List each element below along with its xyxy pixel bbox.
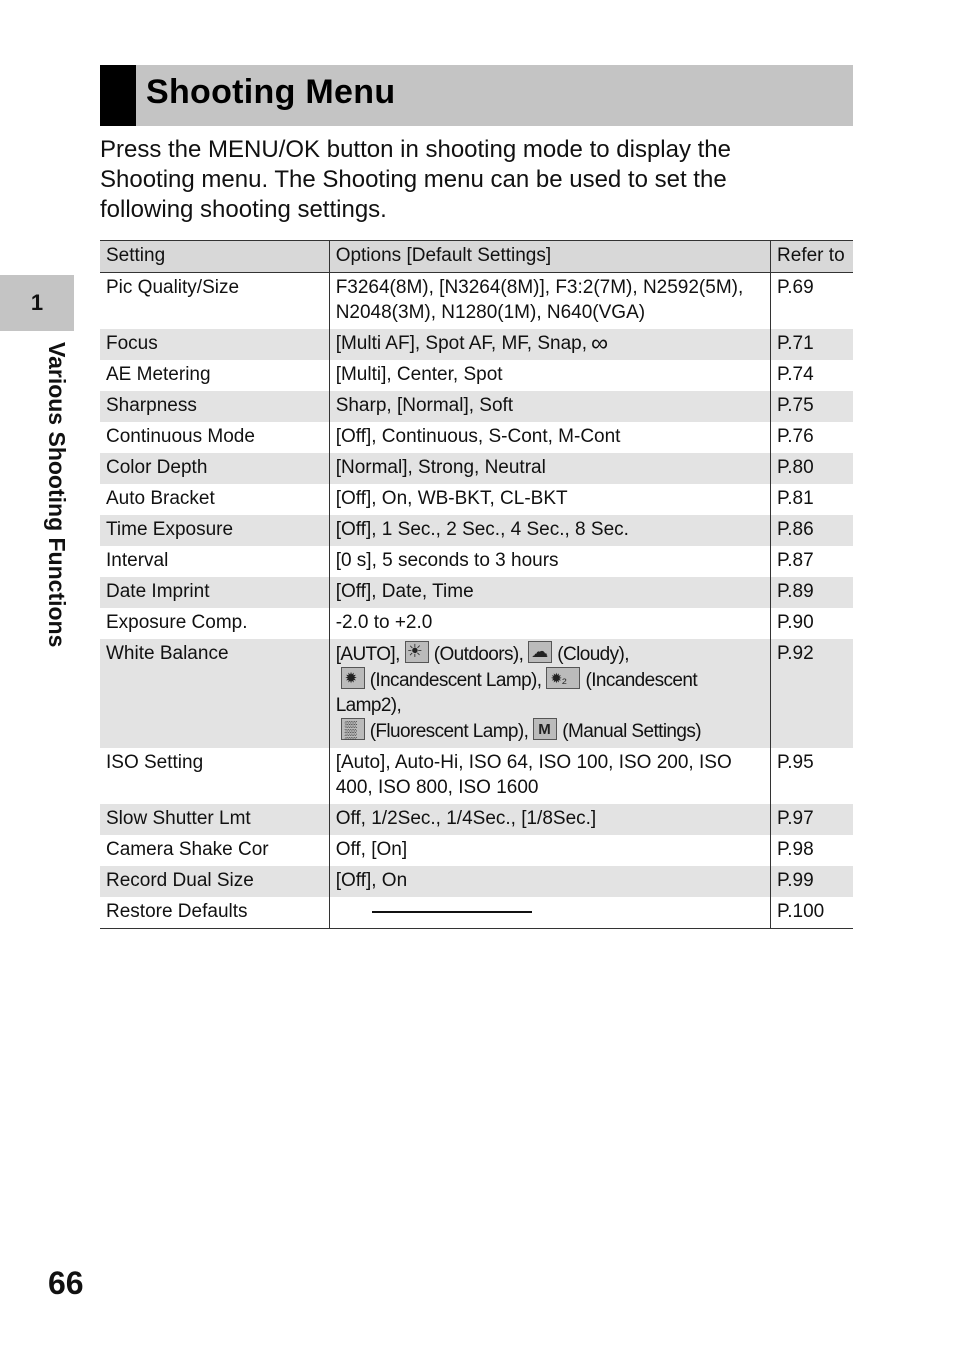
table-row: [100, 329, 853, 360]
ref-cell: P.99: [777, 870, 814, 891]
ref-cell: P.80: [777, 457, 814, 478]
ref-cell: P.86: [777, 519, 814, 540]
title-bar: [100, 65, 853, 126]
options-cell: [Multi], Center, Spot: [329, 360, 770, 391]
table-row: [100, 608, 853, 639]
incandescent2-icon: [546, 667, 580, 689]
ref-cell: P.81: [777, 488, 814, 509]
column-header-refer: Refer to: [777, 245, 845, 266]
options-cell: Off, [On]: [329, 835, 770, 866]
options-cell: [Off], Date, Time: [329, 577, 770, 608]
no-options-dash: [372, 911, 532, 913]
setting-cell: Interval: [100, 546, 329, 577]
infinity-icon: ∞: [591, 330, 609, 357]
table-row: [100, 273, 853, 330]
options-cell: [Normal], Strong, Neutral: [329, 453, 770, 484]
setting-cell: Focus: [100, 329, 329, 360]
ref-cell: P.100: [777, 901, 825, 922]
options-cell: [Off], Continuous, S-Cont, M-Cont: [329, 422, 770, 453]
table-row: [100, 546, 853, 577]
ref-cell: P.69: [777, 277, 814, 298]
setting-cell: Record Dual Size: [100, 866, 329, 897]
page-title: Shooting Menu: [146, 73, 396, 111]
table-row: [100, 360, 853, 391]
ref-cell: P.87: [777, 550, 814, 571]
table-row: [100, 804, 853, 835]
table-row: [100, 422, 853, 453]
setting-cell: Slow Shutter Lmt: [100, 804, 329, 835]
setting-cell: Camera Shake Cor: [100, 835, 329, 866]
ref-cell: P.75: [777, 395, 814, 416]
options-cell: [Off], 1 Sec., 2 Sec., 4 Sec., 8 Sec.: [329, 515, 770, 546]
table-row: [100, 484, 853, 515]
table-row: [100, 866, 853, 897]
column-header-setting: Setting: [100, 241, 329, 273]
wb-fluorescent: (Fluorescent Lamp),: [369, 721, 529, 742]
wb-auto: [AUTO],: [335, 644, 400, 665]
table-row: [100, 577, 853, 608]
setting-cell: Restore Defaults: [100, 897, 329, 929]
wb-manual: (Manual Settings): [562, 721, 701, 742]
wb-incandescent2: (Incandescent Lamp2),: [335, 670, 698, 716]
table-header: [100, 241, 853, 273]
ref-cell: P.76: [777, 426, 814, 447]
setting-cell: Time Exposure: [100, 515, 329, 546]
incandescent-icon: [341, 667, 365, 689]
ref-cell: P.92: [777, 643, 814, 664]
ref-cell: P.98: [777, 839, 814, 860]
options-cell: [0 s], 5 seconds to 3 hours: [329, 546, 770, 577]
title-marker: [100, 65, 136, 126]
options-cell: Sharp, [Normal], Soft: [329, 391, 770, 422]
table-row: [100, 453, 853, 484]
ref-cell: P.89: [777, 581, 814, 602]
options-cell: [329, 329, 770, 360]
setting-cell: Sharpness: [100, 391, 329, 422]
setting-cell: Date Imprint: [100, 577, 329, 608]
chapter-tab: [0, 275, 74, 331]
setting-cell: White Balance: [100, 639, 329, 748]
outdoors-icon: [405, 641, 429, 663]
page-number: 66: [48, 1265, 84, 1301]
setting-cell: Pic Quality/Size: [100, 273, 329, 330]
options-text: [Multi AF], Spot AF, MF, Snap,: [335, 333, 588, 354]
fluorescent-icon: [341, 718, 365, 740]
manual-wb-icon: [533, 718, 557, 740]
options-cell: Off, 1/2Sec., 1/4Sec., [1/8Sec.]: [329, 804, 770, 835]
intro-paragraph: Press the MENU/OK button in shooting mode to display the Shooting menu. The Shooting menu can be used to set the following shooting settings.: [100, 136, 731, 223]
table-row: [100, 639, 853, 748]
table-row: [100, 835, 853, 866]
ref-cell: P.74: [777, 364, 814, 385]
table-row: [100, 897, 853, 929]
chapter-number: 1: [30, 290, 44, 315]
ref-cell: P.71: [777, 333, 814, 354]
setting-cell: Continuous Mode: [100, 422, 329, 453]
options-cell-white-balance: [329, 639, 770, 748]
setting-cell: AE Metering: [100, 360, 329, 391]
shooting-menu-table: [100, 240, 853, 929]
options-cell: [Auto], Auto-Hi, ISO 64, ISO 100, ISO 200, ISO 400, ISO 800, ISO 1600: [329, 748, 770, 804]
ref-cell: P.90: [777, 612, 814, 633]
cloudy-icon: [528, 641, 552, 663]
column-header-options: Options [Default Settings]: [329, 241, 770, 273]
ref-cell: P.95: [777, 752, 814, 773]
options-cell: [329, 897, 770, 929]
table-row: [100, 515, 853, 546]
options-cell: -2.0 to +2.0: [329, 608, 770, 639]
wb-incandescent: (Incandescent Lamp),: [369, 670, 542, 691]
setting-cell: ISO Setting: [100, 748, 329, 804]
options-cell: F3264(8M), [N3264(8M)], F3:2(7M), N2592(5M), N2048(3M), N1280(1M), N640(VGA): [329, 273, 770, 330]
options-cell: [Off], On, WB-BKT, CL-BKT: [329, 484, 770, 515]
chapter-label: Various Shooting Functions: [44, 342, 70, 648]
ref-cell: P.97: [777, 808, 814, 829]
options-cell: [Off], On: [329, 866, 770, 897]
setting-cell: Auto Bracket: [100, 484, 329, 515]
wb-outdoors: (Outdoors),: [433, 644, 524, 665]
setting-cell: Exposure Comp.: [100, 608, 329, 639]
setting-cell: Color Depth: [100, 453, 329, 484]
table-row: [100, 391, 853, 422]
wb-cloudy: (Cloudy),: [557, 644, 629, 665]
table-row: [100, 748, 853, 804]
